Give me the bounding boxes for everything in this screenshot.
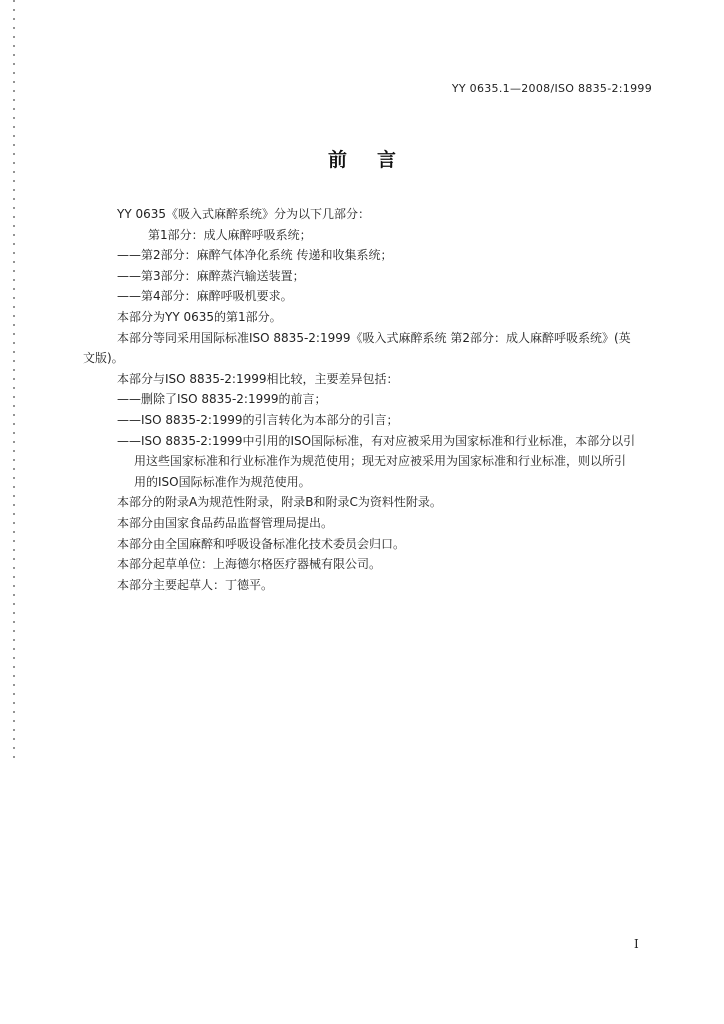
paragraph-proposed-by: 本部分由国家食品药品监督管理局提出。 [117,515,334,530]
paragraph-drafting-unit: 本部分起草单位：上海德尔格医疗器械有限公司。 [117,557,382,572]
standard-number: YY 0635.1—2008/ISO 8835-2:1999 [451,82,652,95]
paragraph-part-statement: 本部分为YY 0635的第1部分。 [117,309,282,324]
list-item-part1: 第1部分：成人麻醉呼吸系统； [148,227,312,242]
paragraph-intro: YY 0635《吸入式麻醉系统》分为以下几部分： [117,207,371,221]
list-item-diff2: ——ISO 8835-2:1999的引言转化为本部分的引言； [117,412,399,427]
paragraph-centralized-by: 本部分由全国麻醉和呼吸设备标准化技术委员会归口。 [117,536,406,551]
paragraph-differences: 本部分与ISO 8835-2:1999相比较，主要差异包括： [117,371,399,386]
paragraph-adoption: 本部分等同采用国际标准ISO 8835-2:1999《吸入式麻醉系统 第2部分：成人麻醉呼吸系统》(英 [117,330,631,345]
list-item-diff3-cont2: 用的ISO国际标准作为规范使用。 [134,474,311,489]
paragraph-adoption-cont: 文版)。 [83,351,124,366]
list-item-diff1: ——删除了ISO 8835-2:1999的前言； [117,392,327,407]
list-item-part2: ——第2部分：麻醉气体净化系统 传递和收集系统； [117,248,393,263]
paragraph-drafters: 本部分主要起草人：丁德平。 [117,577,274,592]
foreword-body [83,204,660,595]
list-item-diff3: ——ISO 8835-2:1999中引用的ISO国际标准，有对应被采用为国家标准和行业标准，本部分以引 [117,433,636,448]
list-item-part4: ——第4部分：麻醉呼吸机要求。 [117,289,293,304]
page-number: I [634,937,639,951]
binding-edge-marks [13,0,15,760]
list-item-diff3-cont1: 用这些国家标准和行业标准作为规范使用；现无对应被采用为国家标准和行业标准，则以所引 [134,454,627,469]
page-title: 前言 [327,149,426,171]
list-item-part3: ——第3部分：麻醉蒸汽输送装置； [117,268,305,283]
paragraph-annexes: 本部分的附录A为规范性附录，附录B和附录C为资料性附录。 [117,495,442,510]
